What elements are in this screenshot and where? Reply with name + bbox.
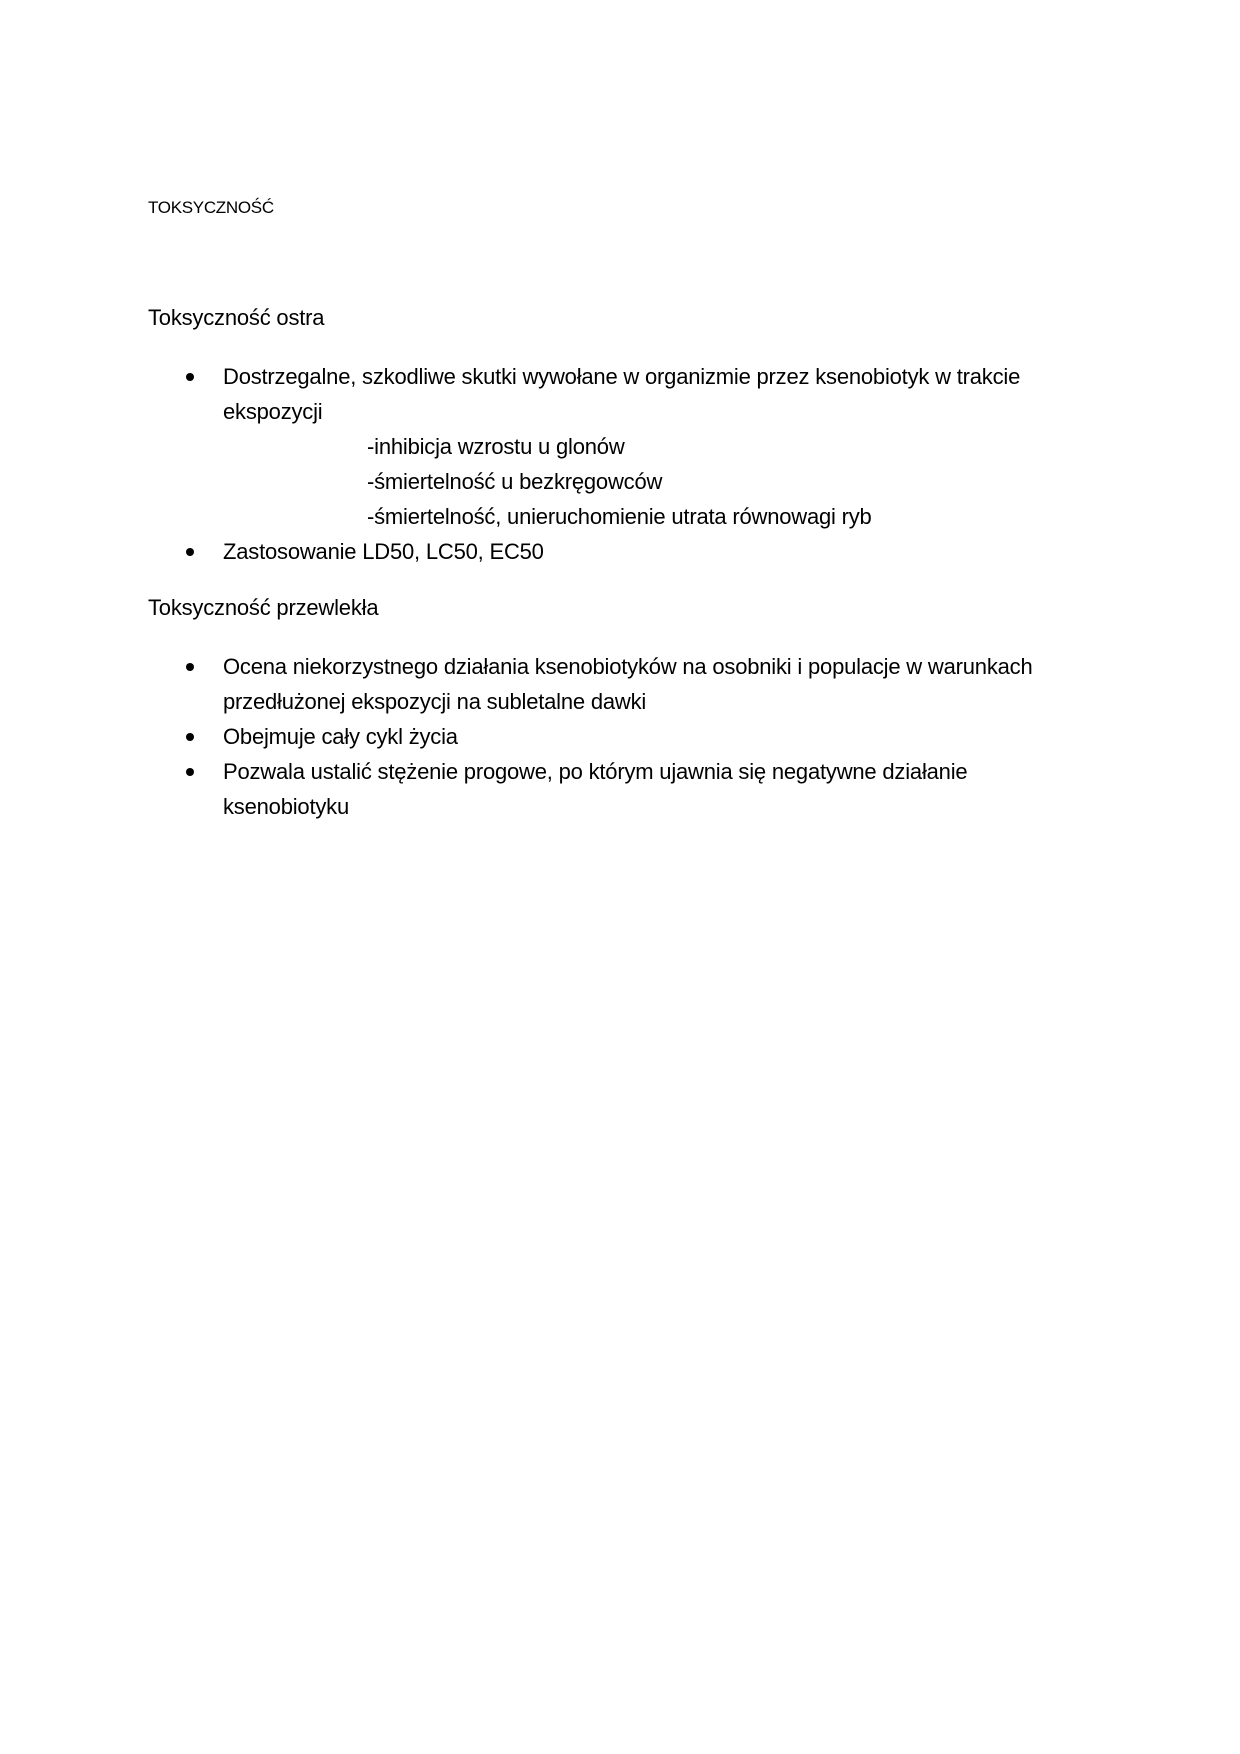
list-item	[148, 719, 1108, 754]
list-item-text: Dostrzegalne, szkodliwe skutki wywołane w organizmie przez ksenobiotyk w trakcie ekspozycji	[223, 364, 1021, 424]
list-item-text: Ocena niekorzystnego działania ksenobiotyków na osobniki i populacje w warunkach przedłużonej ekspozycji na subletalne dawki	[223, 654, 1033, 714]
list-item	[148, 754, 1083, 824]
bullet-icon	[186, 548, 194, 556]
bullet-list-acute	[148, 359, 1108, 569]
bullet-list-chronic	[148, 649, 1108, 824]
sub-list	[223, 429, 1123, 534]
list-item-text: Pozwala ustalić stężenie progowe, po którym ujawnia się negatywne działanie ksenobiotyku	[223, 759, 968, 819]
document-title: TOKSYCZNOŚĆ	[148, 198, 274, 217]
bullet-icon	[186, 663, 194, 671]
list-item	[148, 649, 1138, 719]
section-heading-acute: Toksyczność ostra	[148, 305, 325, 330]
section-heading-chronic: Toksyczność przewlekła	[148, 595, 379, 620]
sub-list-item: -śmiertelność, unieruchomienie utrata równowagi ryb	[367, 504, 872, 529]
list-item-text: Zastosowanie LD50, LC50, EC50	[223, 539, 544, 564]
sub-list-item: -inhibicja wzrostu u glonów	[367, 434, 625, 459]
list-item-text: Obejmuje cały cykl życia	[223, 724, 458, 749]
list-item	[148, 534, 1108, 569]
list-item	[148, 359, 1123, 534]
bullet-icon	[186, 768, 194, 776]
sub-list-item: -śmiertelność u bezkręgowców	[367, 469, 663, 494]
bullet-icon	[186, 373, 194, 381]
bullet-icon	[186, 733, 194, 741]
